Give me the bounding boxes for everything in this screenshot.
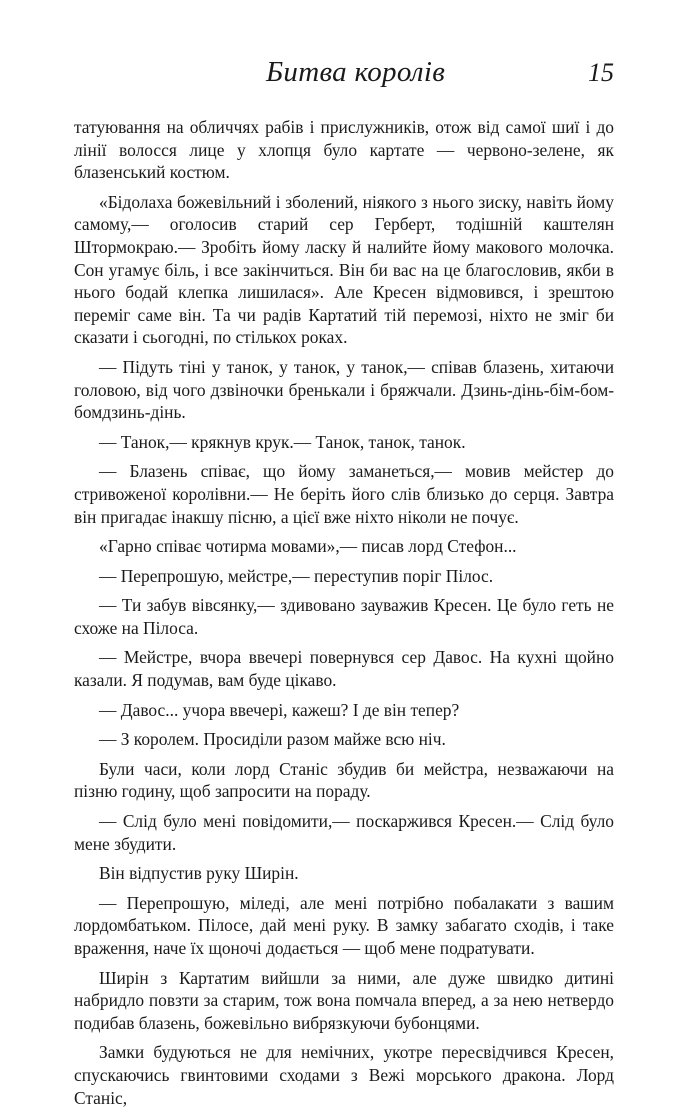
paragraph: — Танок,— крякнув крук.— Танок, танок, танок. [99, 431, 466, 452]
paragraph: — Мейстре, вчора ввечері повернувся сер Давос. На кухні щойно казали. Я подумав, вам буде цікаво. [74, 647, 614, 691]
paragraph: — Підуть тіні у танок, у танок, у танок,— співав блазень, хитаючи головою, від чого дзвіночки бренькали і бряжчали. Дзинь-дінь-бім-бом-бомдзинь-дінь. [74, 356, 614, 423]
book-title: Битва королів [266, 56, 446, 88]
paragraph: — Слід було мені повідомити,— поскаржився Кресен.— Слід було мене збудити. [74, 811, 614, 854]
paragraph: — Давос... учора ввечері, кажеш? І де він тепер? [99, 699, 460, 720]
paragraph: — З королем. Просиділи разом майже всю ніч. [99, 729, 446, 750]
paragraph: татуювання на обличчях рабів і прислужників, отож від самої шиї і до лінії волосся лице у хлопця було картате — червоно-зелене, як блазенський костюм. [74, 117, 614, 183]
paragraph: «Гарно співає чотирма мовами»,— писав лорд Стефон... [99, 536, 517, 557]
paragraph: — Блазень співає, що йому заманеться,— мовив мейстер до стривоженої королівни.— Не беріть його слів близько до серця. Завтра він пригадає інакшу пісню, а цієї вже ніхто ніколи не почує. [74, 461, 614, 527]
paragraph: Ширін з Картатим вийшли за ними, але дуже швидко дитині набридло повзти за старим, тож вона помчала вперед, а за нею нетвердо подибав блазень, божевільно вибрязкуючи бубонцями. [74, 967, 614, 1033]
body-text [74, 116, 614, 1116]
running-header [74, 56, 614, 96]
paragraph: — Перепрошую, міледі, але мені потрібно побалакати з вашим лордомбатьком. Пілосе, дай мені руку. В замку забагато сходів, і таке враження, наче їх щоночі додається — щоб мене подратувати. [74, 892, 614, 958]
paragraph: Були часи, коли лорд Станіс збудив би мейстра, незважаючи на пізню годину, щоб запросити на пораду. [74, 758, 614, 802]
paragraph: Він відпустив руку Ширін. [99, 863, 299, 884]
paragraph: Замки будуються не для немічних, укотре пересвідчився Кресен, спускаючись гвинтовими сходами з Вежі морського дракона. Лорд Станіс, [74, 1042, 614, 1108]
page-number: 15 [588, 58, 614, 87]
paragraph: — Перепрошую, мейстре,— переступив поріг Пілос. [99, 565, 494, 586]
paragraph: «Бідолаха божевільний і зболений, ніякого з нього зиску, навіть йому самому,— оголосив старий сер Герберт, тодішній каштелян Штормокраю.— Зробіть йому ласку й налийте йому макового молочка. Сон угамує біль, і все закінчиться. Він би вас на це благословив, якби в нього бодай клепка лишилася». Але Кресен відмовився, і зрештою переміг саме він. Та чи радів Картатий тій перемозі, ніхто не зміг би сказати і сьогодні, по стількох роках. [74, 191, 614, 348]
paragraph: — Ти забув вівсянку,— здивовано зауважив Кресен. Це було геть не схоже на Пілоса. [74, 595, 614, 638]
